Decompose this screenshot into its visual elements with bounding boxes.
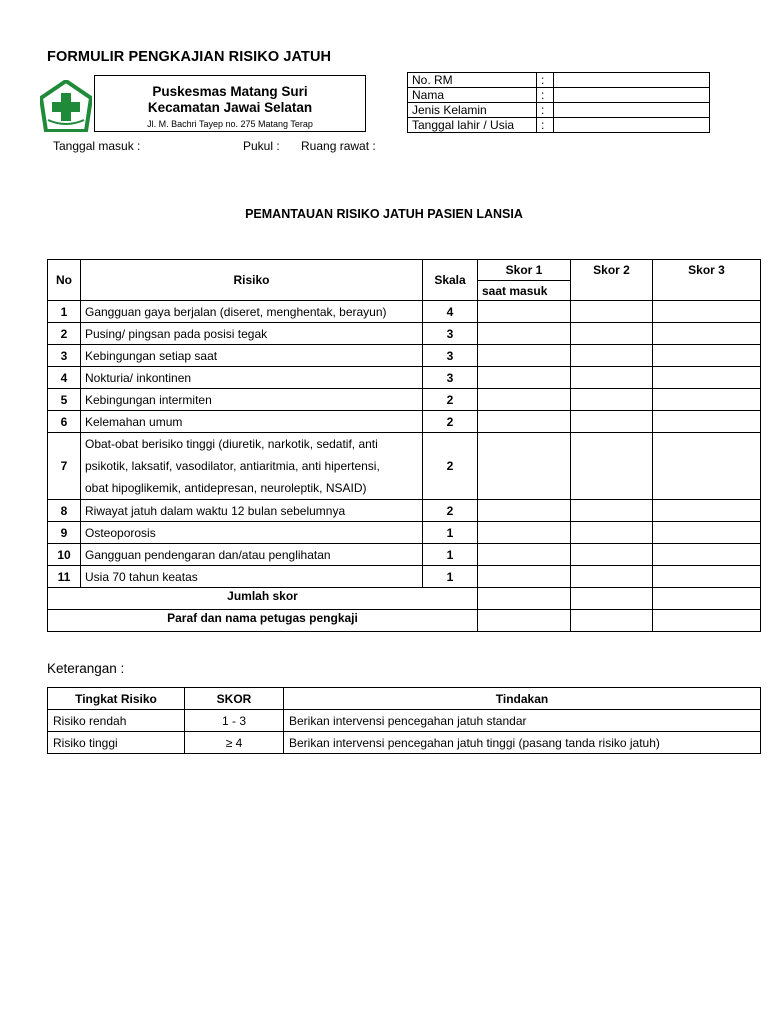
- admission-date-label: Tanggal masuk :: [53, 139, 141, 153]
- col-score1-header: Skor 1: [478, 260, 571, 281]
- level-row: [48, 710, 761, 732]
- risk-row: [48, 411, 761, 433]
- risk-row: [48, 345, 761, 367]
- risk-no: 3: [48, 345, 81, 367]
- risk-text-line: Obat-obat berisiko tinggi (diuretik, narkotik, sedatif, anti: [85, 437, 378, 451]
- total-score1-cell[interactable]: [478, 588, 571, 610]
- score3-cell[interactable]: [653, 345, 761, 367]
- score2-cell[interactable]: [571, 433, 653, 500]
- risk-scale: 3: [423, 323, 478, 345]
- risk-assessment-table: [47, 259, 761, 632]
- risk-text: Gangguan pendengaran dan/atau penglihatan: [81, 544, 423, 566]
- score2-cell[interactable]: [571, 566, 653, 588]
- score2-cell[interactable]: [571, 411, 653, 433]
- admission-row: [53, 139, 453, 155]
- risk-scale: 1: [423, 566, 478, 588]
- level-action: Berikan intervensi pencegahan jatuh standar: [284, 710, 761, 732]
- score1-cell[interactable]: [478, 544, 571, 566]
- col-score1-subheader: saat masuk: [478, 281, 571, 301]
- score2-cell[interactable]: [571, 301, 653, 323]
- id-label: Jenis Kelamin: [408, 103, 537, 118]
- col-no-header: No: [48, 260, 81, 301]
- level-row: [48, 732, 761, 754]
- score2-cell[interactable]: [571, 367, 653, 389]
- id-separator: :: [537, 73, 554, 88]
- risk-text: Kelemahan umum: [81, 411, 423, 433]
- score1-cell[interactable]: [478, 411, 571, 433]
- score2-cell[interactable]: [571, 544, 653, 566]
- id-row-gender: [408, 103, 710, 118]
- col-scale-header: Skala: [423, 260, 478, 301]
- name-value-field[interactable]: [554, 88, 710, 103]
- clinic-header-box: [94, 75, 366, 132]
- risk-row: [48, 522, 761, 544]
- col-action-header: Tindakan: [284, 688, 761, 710]
- risk-text: Osteoporosis: [81, 522, 423, 544]
- id-label: Tanggal lahir / Usia: [408, 118, 537, 133]
- notes-label: Keterangan :: [47, 661, 125, 676]
- risk-row: [48, 544, 761, 566]
- score3-cell[interactable]: [653, 566, 761, 588]
- risk-text: Gangguan gaya berjalan (diseret, menghentak, berayun): [81, 301, 423, 323]
- risk-scale: 2: [423, 389, 478, 411]
- risk-row: [48, 301, 761, 323]
- score1-cell[interactable]: [478, 367, 571, 389]
- score1-cell[interactable]: [478, 389, 571, 411]
- clinic-name: Puskesmas Matang Suri: [152, 84, 308, 99]
- birth-value-field[interactable]: [554, 118, 710, 133]
- risk-text-multiline: [81, 433, 423, 500]
- score1-cell[interactable]: [478, 323, 571, 345]
- district-name: Kecamatan Jawai Selatan: [147, 100, 313, 115]
- risk-scale: 1: [423, 544, 478, 566]
- signature1-cell[interactable]: [478, 610, 571, 632]
- risk-scale: 2: [423, 500, 478, 522]
- score1-cell[interactable]: [478, 345, 571, 367]
- total-score-label: Jumlah skor: [48, 588, 478, 610]
- level-score: 1 - 3: [185, 710, 284, 732]
- risk-text: Kebingungan setiap saat: [81, 345, 423, 367]
- score1-cell[interactable]: [478, 433, 571, 500]
- level-action: Berikan intervensi pencegahan jatuh tinggi (pasang tanda risiko jatuh): [284, 732, 761, 754]
- form-title: FORMULIR PENGKAJIAN RISIKO JATUH: [47, 49, 332, 65]
- col-level-header: Tingkat Risiko: [48, 688, 185, 710]
- risk-text-line: obat hipoglikemik, antidepresan, neuroleptik, NSAID): [85, 481, 367, 495]
- score2-cell[interactable]: [571, 389, 653, 411]
- risk-no: 4: [48, 367, 81, 389]
- risk-row: [48, 323, 761, 345]
- assessor-signature-label: Paraf dan nama petugas pengkaji: [48, 610, 478, 632]
- signature2-cell[interactable]: [571, 610, 653, 632]
- risk-row: [48, 389, 761, 411]
- level-score: ≥ 4: [185, 732, 284, 754]
- puskesmas-logo-icon: [40, 80, 92, 132]
- score3-cell[interactable]: [653, 411, 761, 433]
- score3-cell[interactable]: [653, 500, 761, 522]
- score3-cell[interactable]: [653, 433, 761, 500]
- risk-header-row: [48, 260, 761, 281]
- col-score2-header: Skor 2: [571, 260, 653, 301]
- total-score3-cell[interactable]: [653, 588, 761, 610]
- risk-scale: 3: [423, 367, 478, 389]
- risk-row: [48, 566, 761, 588]
- risk-text: Kebingungan intermiten: [81, 389, 423, 411]
- id-row-name: [408, 88, 710, 103]
- risk-no: 11: [48, 566, 81, 588]
- risk-scale: 2: [423, 433, 478, 500]
- id-separator: :: [537, 118, 554, 133]
- id-row-birth: [408, 118, 710, 133]
- risk-no: 6: [48, 411, 81, 433]
- score2-cell[interactable]: [571, 522, 653, 544]
- risk-scale: 4: [423, 301, 478, 323]
- id-separator: :: [537, 88, 554, 103]
- id-label: Nama: [408, 88, 537, 103]
- col-score-header: SKOR: [185, 688, 284, 710]
- score2-cell[interactable]: [571, 345, 653, 367]
- risk-scale: 1: [423, 522, 478, 544]
- risk-no: 2: [48, 323, 81, 345]
- risk-no: 7: [48, 433, 81, 500]
- risk-no: 5: [48, 389, 81, 411]
- total-row: [48, 588, 761, 610]
- risk-no: 8: [48, 500, 81, 522]
- score1-cell[interactable]: [478, 566, 571, 588]
- ward-label: Ruang rawat :: [301, 139, 376, 153]
- id-label: No. RM: [408, 73, 537, 88]
- signature-row: [48, 610, 761, 632]
- gender-value-field[interactable]: [554, 103, 710, 118]
- risk-no: 9: [48, 522, 81, 544]
- score3-cell[interactable]: [653, 301, 761, 323]
- risk-text: Riwayat jatuh dalam waktu 12 bulan sebelumnya: [81, 500, 423, 522]
- score3-cell[interactable]: [653, 389, 761, 411]
- id-row-rm: [408, 73, 710, 88]
- score3-cell[interactable]: [653, 323, 761, 345]
- risk-scale: 3: [423, 345, 478, 367]
- score1-cell[interactable]: [478, 522, 571, 544]
- risk-row: [48, 433, 761, 500]
- score3-cell[interactable]: [653, 544, 761, 566]
- risk-no: 10: [48, 544, 81, 566]
- risk-row: [48, 367, 761, 389]
- section-title: PEMANTAUAN RISIKO JATUH PASIEN LANSIA: [245, 207, 523, 221]
- score1-cell[interactable]: [478, 500, 571, 522]
- risk-text: Pusing/ pingsan pada posisi tegak: [81, 323, 423, 345]
- risk-level-table: [47, 687, 761, 754]
- rm-value-field[interactable]: [554, 73, 710, 88]
- col-score3-header: Skor 3: [653, 260, 761, 301]
- level-name: Risiko tinggi: [48, 732, 185, 754]
- score2-cell[interactable]: [571, 500, 653, 522]
- level-name: Risiko rendah: [48, 710, 185, 732]
- clinic-address: Jl. M. Bachri Tayep no. 275 Matang Terap: [147, 119, 313, 129]
- level-header-row: [48, 688, 761, 710]
- risk-no: 1: [48, 301, 81, 323]
- patient-id-table: [407, 72, 710, 133]
- score3-cell[interactable]: [653, 367, 761, 389]
- risk-text: Usia 70 tahun keatas: [81, 566, 423, 588]
- col-risk-header: Risiko: [81, 260, 423, 301]
- risk-row: [48, 500, 761, 522]
- id-separator: :: [537, 103, 554, 118]
- signature3-cell[interactable]: [653, 610, 761, 632]
- total-score2-cell[interactable]: [571, 588, 653, 610]
- risk-text-line: psikotik, laksatif, vasodilator, antiaritmia, anti hipertensi,: [85, 459, 380, 473]
- admission-time-label: Pukul :: [243, 139, 280, 153]
- risk-scale: 2: [423, 411, 478, 433]
- score1-cell[interactable]: [478, 301, 571, 323]
- risk-text: Nokturia/ inkontinen: [81, 367, 423, 389]
- score2-cell[interactable]: [571, 323, 653, 345]
- score3-cell[interactable]: [653, 522, 761, 544]
